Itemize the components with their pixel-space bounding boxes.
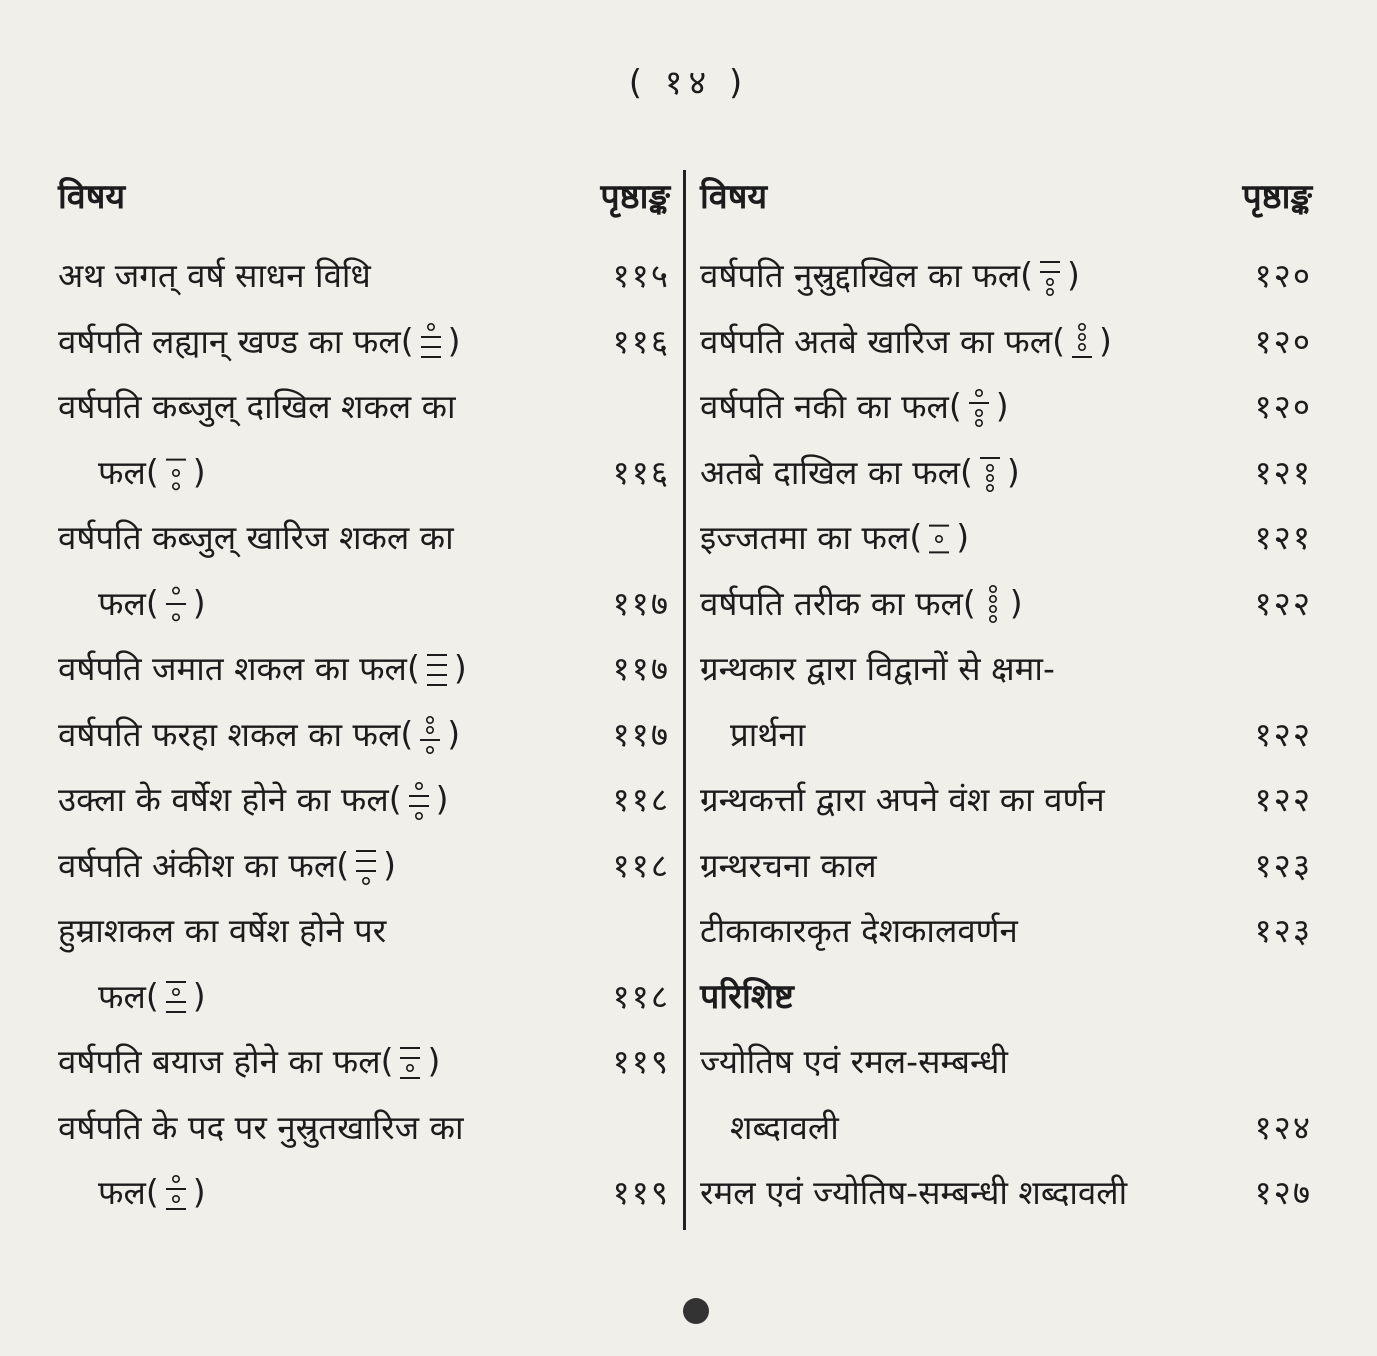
open-paren: (: [145, 582, 159, 622]
left-entry-list: [58, 242, 670, 1225]
toc-line: [700, 897, 1312, 963]
page-ref: १२१: [1254, 518, 1312, 558]
close-paren: ): [1066, 255, 1080, 295]
entry-title-text: वर्षपति बयाज होने का फल: [58, 1042, 381, 1082]
entry-title: [58, 383, 456, 428]
toc-line: [58, 701, 670, 767]
right-column: [700, 172, 1312, 1225]
page-ref: १२१: [1254, 452, 1312, 492]
toc-line: [58, 635, 670, 701]
toc-line: [58, 1159, 670, 1225]
toc-line: [58, 570, 670, 636]
page-ref: ११६: [612, 321, 670, 361]
entry-title-text: उक्ला के वर्षेश होने का फल: [58, 780, 389, 820]
geomantic-figure-icon: [1035, 253, 1065, 297]
entry-title: [700, 449, 1020, 494]
entry-title-text: ग्रन्थरचना काल: [700, 845, 877, 885]
page-ref: ११७: [612, 649, 670, 689]
open-paren: (: [145, 451, 159, 491]
toc-line: [700, 701, 1312, 767]
entry-title-text: वर्षपति नकी का फल: [700, 387, 949, 427]
entry-title: [700, 514, 969, 559]
close-paren: ): [1006, 451, 1020, 491]
toc-entry: [58, 1028, 670, 1094]
page-ref: ११५: [612, 256, 670, 296]
entry-title-text: वर्षपति अतबे खारिज का फल: [700, 321, 1053, 361]
page-ref: १२३: [1254, 911, 1312, 951]
toc-line: [700, 570, 1312, 636]
page-ref: ११८: [612, 845, 670, 885]
toc-line: [700, 308, 1312, 374]
entry-title-text: वर्षपति के पद पर नुस्रुतखारिज का: [58, 1107, 464, 1147]
page-ref: १२०: [1254, 387, 1312, 427]
entry-title: [700, 842, 877, 887]
open-paren: (: [336, 844, 350, 884]
entry-title-text: वर्षपति कब्जुल् खारिज शकल का: [58, 518, 454, 558]
entry-title-text: ज्योतिष एवं रमल-सम्बन्धी: [700, 1042, 1008, 1082]
open-paren: (: [400, 320, 414, 360]
toc-entry: [58, 701, 670, 767]
open-paren: (: [948, 386, 962, 426]
geomantic-figure-icon: [351, 842, 381, 886]
page-ref: ११७: [612, 583, 670, 623]
close-paren: ): [447, 320, 461, 360]
toc-line: [700, 439, 1312, 505]
page-ref: १२०: [1254, 256, 1312, 296]
toc-entry: [58, 504, 670, 635]
toc-line: [58, 504, 670, 570]
entry-title: [700, 252, 1080, 297]
appendix-entry-list: [700, 1028, 1312, 1225]
entry-title-text: ग्रन्थकर्त्ता द्वारा अपने वंश का वर्णन: [700, 780, 1105, 820]
open-paren: (: [962, 582, 976, 622]
left-column: [58, 172, 670, 1225]
entry-title: [700, 383, 1009, 428]
ink-dot: [683, 1298, 709, 1324]
entry-title-text: वर्षपति फरहा शकल का फल: [58, 714, 401, 754]
close-paren: ): [192, 975, 206, 1015]
toc-entry: [700, 832, 1312, 898]
close-paren: ): [192, 451, 206, 491]
toc-line: [58, 439, 670, 505]
page-ref: ११८: [612, 780, 670, 820]
geomantic-figure-icon: [161, 449, 191, 493]
toc-entry: [700, 570, 1312, 636]
close-paren: ): [956, 517, 970, 557]
geomantic-figure-icon: [978, 580, 1008, 624]
entry-title: [98, 580, 206, 625]
toc-line: [700, 373, 1312, 439]
toc-entry: [700, 504, 1312, 570]
toc-entry: [58, 242, 670, 308]
entry-title: [730, 1104, 839, 1149]
toc-line: [700, 242, 1312, 308]
toc-entry: [58, 308, 670, 374]
entry-title-text: फल: [98, 1173, 146, 1213]
entry-title: [58, 711, 460, 756]
entry-title: [98, 1169, 206, 1214]
toc-entry: [700, 1028, 1312, 1159]
page-header: पृष्ठाङ्क: [600, 177, 670, 217]
open-paren: (: [909, 517, 923, 557]
page-ref: १२२: [1254, 714, 1312, 754]
close-paren: ): [435, 779, 449, 819]
page-ref: ११९: [612, 1042, 670, 1082]
toc-entry: [700, 439, 1312, 505]
toc-entry: [700, 373, 1312, 439]
open-paren: (: [388, 779, 402, 819]
toc-entry: [58, 373, 670, 504]
toc-line: [700, 1094, 1312, 1160]
toc-entry: [58, 635, 670, 701]
close-paren: ): [453, 648, 467, 688]
entry-title-text: फल: [98, 452, 146, 492]
toc-entry: [700, 766, 1312, 832]
page-ref: १२२: [1254, 780, 1312, 820]
entry-title: [58, 252, 371, 297]
geomantic-figure-icon: [161, 973, 191, 1017]
page-ref: ११७: [612, 714, 670, 754]
geomantic-figure-icon: [404, 777, 434, 821]
toc-entry: [58, 897, 670, 1028]
toc-entry: [58, 832, 670, 898]
entry-title: [98, 973, 206, 1018]
page-ref: १२३: [1254, 845, 1312, 885]
entry-title-text: हुम्राशकल का वर्षेश होने पर: [58, 911, 387, 951]
entry-title-text: वर्षपति नुस्रुद्दाखिल का फल: [700, 256, 1021, 296]
entry-title-text: शब्दावली: [730, 1107, 839, 1147]
page-ref: ११६: [612, 452, 670, 492]
close-paren: ): [192, 582, 206, 622]
entry-title-text: अथ जगत् वर्ष साधन विधि: [58, 256, 371, 296]
entry-title-text: प्रार्थना: [730, 714, 806, 754]
entry-title: [98, 449, 206, 494]
entry-title: [58, 776, 449, 821]
entry-title: [700, 907, 1018, 952]
toc-line: [58, 766, 670, 832]
geomantic-figure-icon: [416, 318, 446, 362]
entry-title: [700, 1038, 1008, 1083]
toc-entry: [700, 308, 1312, 374]
entry-title-text: ग्रन्थकार द्वारा विद्वानों से क्षमा-: [700, 649, 1055, 689]
entry-title: [700, 645, 1055, 690]
entry-title: [58, 907, 386, 952]
open-paren: (: [406, 648, 420, 688]
toc-line: [58, 1028, 670, 1094]
close-paren: ): [427, 1041, 441, 1081]
entry-title-text: रमल एवं ज्योतिष-सम्बन्धी शब्दावली: [700, 1173, 1128, 1213]
entry-title-text: टीकाकारकृत देशकालवर्णन: [700, 911, 1018, 951]
page-ref: १२२: [1254, 583, 1312, 623]
entry-title: [58, 1038, 440, 1083]
entry-title: [730, 711, 805, 756]
entry-title-text: वर्षपति कब्जुल् दाखिल शकल का: [58, 387, 456, 427]
toc-line: [58, 242, 670, 308]
toc-line: [700, 504, 1312, 570]
entry-title-text: वर्षपति तरीक का फल: [700, 583, 963, 623]
entry-title-text: अतबे दाखिल का फल: [700, 452, 961, 492]
geomantic-figure-icon: [422, 646, 452, 690]
column-divider: [683, 170, 686, 1230]
entry-title: [58, 645, 467, 690]
toc-entry: [700, 1159, 1312, 1225]
open-paren: (: [380, 1041, 394, 1081]
entry-title: [700, 1169, 1127, 1214]
close-paren: ): [447, 713, 461, 753]
entry-title: [700, 318, 1112, 363]
entry-title-text: फल: [98, 583, 146, 623]
toc-line: [58, 897, 670, 963]
entry-title-text: वर्षपति जमात शकल का फल: [58, 649, 407, 689]
subject-header: विषय: [58, 177, 126, 217]
entry-title: [58, 1104, 464, 1149]
page-ref: ११९: [612, 1173, 670, 1213]
close-paren: ): [1009, 582, 1023, 622]
toc-line: [58, 963, 670, 1029]
entry-title: [58, 318, 460, 363]
toc-entry: [700, 635, 1312, 766]
geomantic-figure-icon: [975, 449, 1005, 493]
page-number: ( १४ ): [628, 63, 749, 103]
toc-line: [700, 1159, 1312, 1225]
toc-entry: [700, 242, 1312, 308]
close-paren: ): [995, 386, 1009, 426]
open-paren: (: [400, 713, 414, 753]
open-paren: (: [960, 451, 973, 491]
toc-entry: [700, 897, 1312, 963]
toc-line: [700, 635, 1312, 701]
toc-entry: [58, 1094, 670, 1225]
close-paren: ): [1099, 320, 1112, 360]
right-column-header: [700, 172, 1312, 242]
toc-line: [700, 1028, 1312, 1094]
page-ref: १२४: [1254, 1107, 1312, 1147]
entry-title-text: इज्जतमा का फल: [700, 518, 910, 558]
entry-title-text: वर्षपति अंकीश का फल: [58, 845, 337, 885]
geomantic-figure-icon: [161, 580, 191, 624]
geomantic-figure-icon: [395, 1039, 425, 1083]
entry-title-text: वर्षपति लह्यान् खण्ड का फल: [58, 321, 401, 361]
entry-title: [700, 580, 1023, 625]
left-column-header: [58, 172, 670, 242]
close-paren: ): [383, 844, 396, 884]
toc-line: [58, 832, 670, 898]
geomantic-figure-icon: [415, 711, 445, 755]
right-entry-list: [700, 242, 1312, 963]
appendix-heading: परिशिष्ट: [700, 977, 794, 1018]
close-paren: ): [192, 1172, 206, 1212]
page-ref: ११८: [612, 976, 670, 1016]
toc-line: [58, 1094, 670, 1160]
page-header: पृष्ठाङ्क: [1242, 177, 1312, 217]
open-paren: (: [145, 1172, 159, 1212]
geomantic-figure-icon: [924, 515, 954, 559]
entry-title: [58, 514, 454, 559]
toc-line: [58, 373, 670, 439]
toc-line: [700, 832, 1312, 898]
entry-title: [700, 776, 1105, 821]
geomantic-figure-icon: [161, 1170, 191, 1214]
open-paren: (: [145, 975, 159, 1015]
toc-line: [58, 308, 670, 374]
geomantic-figure-icon: [964, 384, 994, 428]
subject-header: विषय: [700, 177, 768, 217]
geomantic-figure-icon: [1067, 318, 1097, 362]
page-ref: १२७: [1254, 1173, 1312, 1213]
entry-title-text: फल: [98, 976, 146, 1016]
page-ref: १२०: [1254, 321, 1312, 361]
toc-entry: [58, 766, 670, 832]
toc-line: [700, 766, 1312, 832]
open-paren: (: [1020, 255, 1033, 295]
open-paren: (: [1052, 320, 1066, 360]
entry-title: [58, 842, 396, 887]
